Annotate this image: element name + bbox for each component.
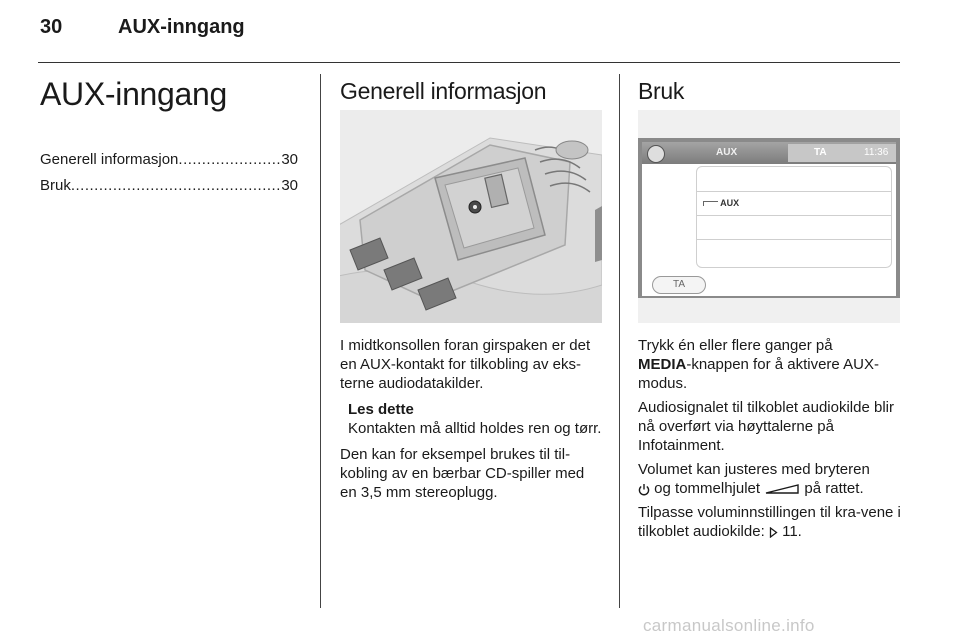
page-reference[interactable]: 11. [782,523,802,540]
usage-paragraph-4 [638,503,903,541]
screen-display [642,142,896,296]
screen-tab-aux: AUX [716,147,738,158]
list-divider [697,191,891,192]
section-heading-general: Generell informasjon [340,78,547,104]
watermark: carmanualsonline.info [643,616,815,635]
usage-text [638,336,903,541]
note-block [340,400,605,438]
screen-title-bar [642,142,896,164]
usage-paragraph-2: Audiosignalet til tilkoblet audiokilde blir nå overført via høyttalerne på Infotainment. [638,399,894,454]
header-rule [38,62,900,63]
column-divider-left [320,74,321,608]
toc-leader [178,151,281,168]
jack-icon [703,201,718,206]
general-paragraph-2: Den kan for eksempel brukes til til-kobling av en bærbar CD-spiller med en 3,5 mm stereoplugg. [340,446,585,501]
reference-arrow-icon [769,527,778,538]
toc-entry-page: 30 [281,177,298,194]
disc-icon [647,145,665,163]
usage-p3-b: og tommelhjulet [654,480,761,497]
media-key-label: MEDIA [638,356,687,373]
power-icon [638,483,650,496]
toc-entry-label: Generell informasjon [40,151,179,168]
screen-source-list [696,166,892,268]
list-item-label: AUX [720,198,740,208]
toc-leader [71,177,281,194]
general-info-text [340,336,605,502]
ta-button[interactable]: TA [652,276,706,294]
usage-p3-a: Volumet kan justeres med bryteren [638,461,870,478]
aux-socket-illustration [340,110,602,323]
screen-tab-ta: TA [814,147,827,158]
toc-entry[interactable] [40,177,298,194]
usage-paragraph-3 [638,460,903,498]
thumbwheel-icon [764,483,800,495]
usage-p1-post: -knappen for å aktivere AUX-modus. [638,356,879,392]
usage-p3-c: på rattet. [804,480,864,497]
chapter-title: AUX-inngang [40,76,228,112]
note-text: Kontakten må alltid holdes ren og tørr. [348,420,602,437]
infotainment-screen-illustration [638,110,900,323]
running-header-title: AUX-inngang [118,16,245,38]
list-divider [697,239,891,240]
usage-paragraph-1 [638,336,903,393]
list-item[interactable] [703,198,739,208]
page-number: 30 [40,16,63,38]
toc-entry-label: Bruk [40,177,71,194]
general-paragraph-1: I midtkonsollen foran girspaken er det en AUX-kontakt for tilkobling av eks-terne audiodatakilder. [340,337,591,392]
column-divider-right [619,74,620,608]
note-title: Les dette [348,401,414,418]
toc-entry[interactable] [40,151,298,168]
usage-p1-pre: Trykk én eller flere ganger på [638,337,833,354]
section-heading-usage: Bruk [638,78,685,104]
list-divider [697,215,891,216]
usage-p4-a: Tilpasse voluminnstillingen til kra-vene i tilkoblet audiokilde: [638,504,901,540]
screen-clock: 11:36 [864,147,889,158]
toc-entry-page: 30 [281,151,298,168]
